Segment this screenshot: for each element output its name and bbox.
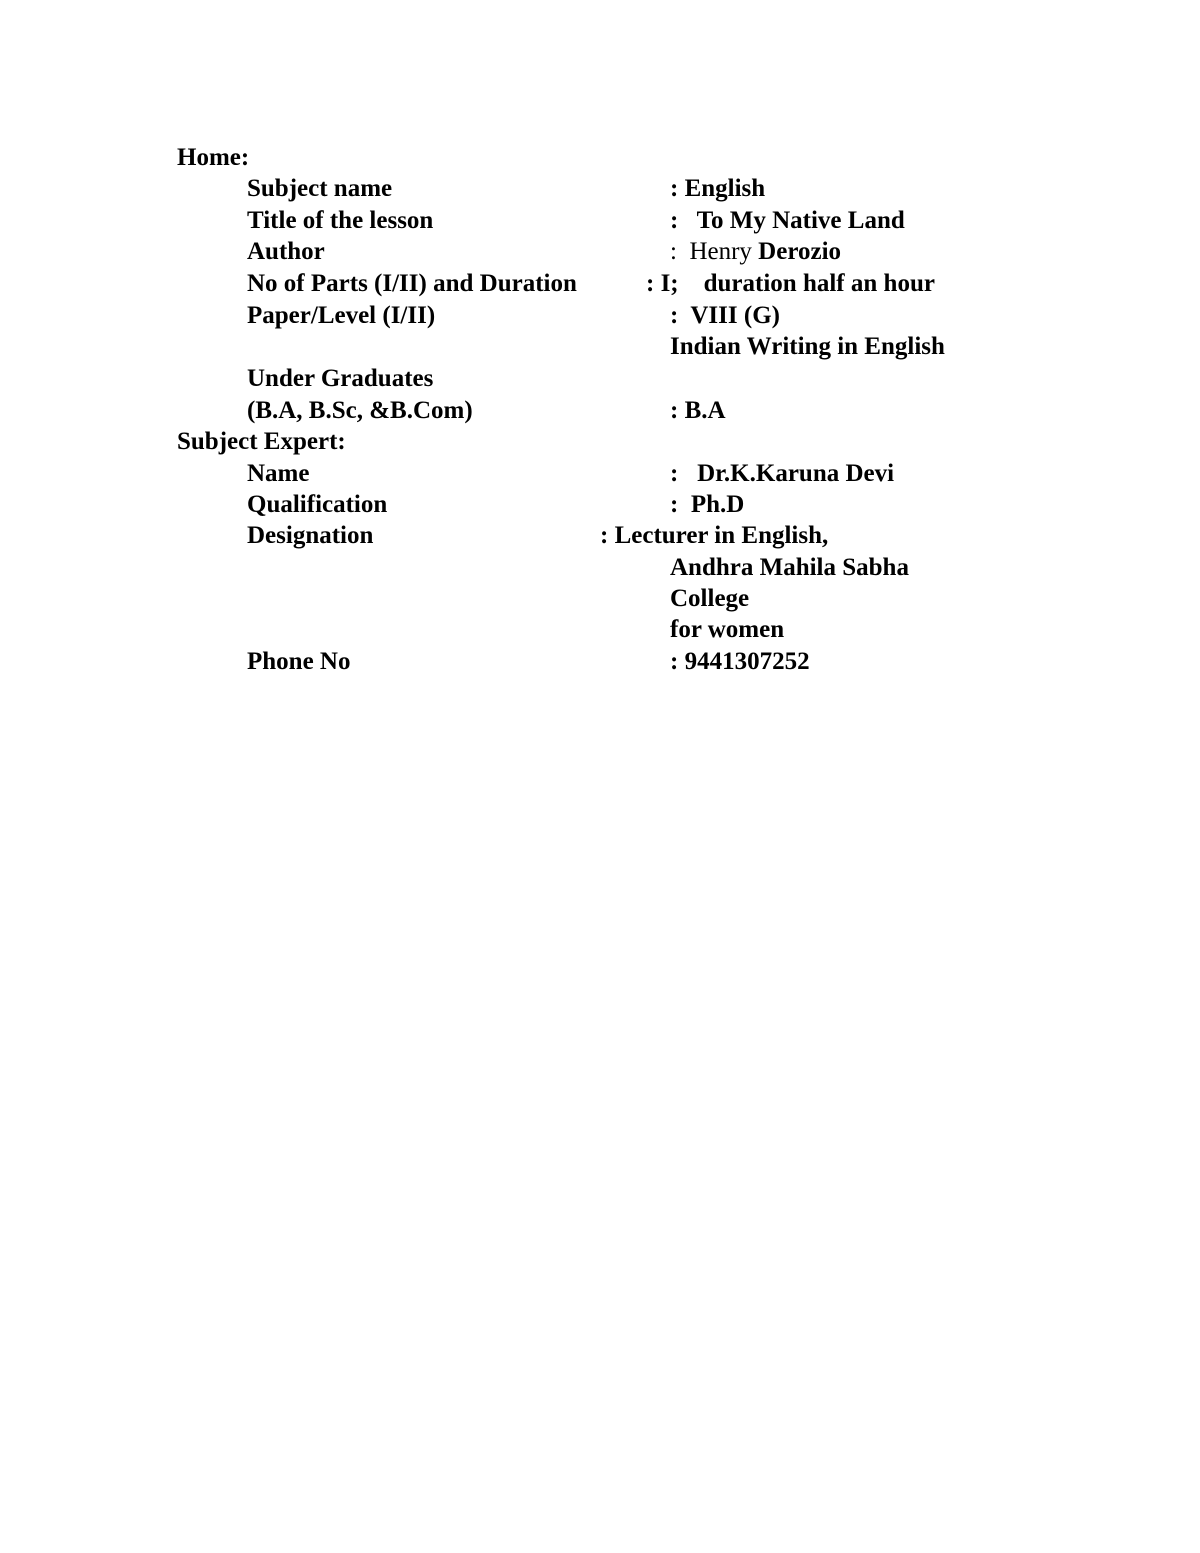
paper-level-value-line2: Indian Writing in English [670, 333, 945, 360]
author-value-first: : Henry [670, 238, 759, 265]
phone-value: : 9441307252 [670, 648, 810, 675]
designation-value-line4: for women [670, 616, 785, 643]
parts-duration-label: No of Parts (I/II) and Duration [247, 270, 577, 297]
designation-label: Designation [247, 522, 374, 549]
degree-label: (B.A, B.Sc, &B.Com) [247, 397, 473, 424]
subject-expert-heading: Subject Expert: [177, 428, 346, 455]
designation-value: : Lecturer in English, [600, 522, 829, 549]
designation-value-line3: College [670, 585, 750, 612]
under-graduates-label: Under Graduates [247, 365, 434, 392]
qualification-label: Qualification [247, 491, 388, 518]
subject-name-value: : English [670, 175, 766, 202]
author-label: Author [247, 238, 325, 265]
author-value [670, 237, 841, 267]
qualification-value: : Ph.D [670, 491, 745, 518]
lesson-title-value: : To My Native Land [670, 207, 905, 234]
phone-label: Phone No [247, 648, 351, 675]
expert-name-label: Name [247, 460, 310, 487]
designation-value-line2: Andhra Mahila Sabha [670, 554, 909, 581]
degree-value: : B.A [670, 397, 726, 424]
parts-duration-value: : I; duration half an hour [646, 270, 935, 297]
paper-level-label: Paper/Level (I/II) [247, 302, 436, 329]
author-value-last: Derozio [758, 238, 842, 265]
home-heading: Home: [177, 144, 250, 171]
paper-level-value: : VIII (G) [670, 302, 780, 329]
expert-name-value: : Dr.K.Karuna Devi [670, 460, 895, 487]
lesson-title-label: Title of the lesson [247, 207, 434, 234]
subject-name-label: Subject name [247, 175, 393, 202]
